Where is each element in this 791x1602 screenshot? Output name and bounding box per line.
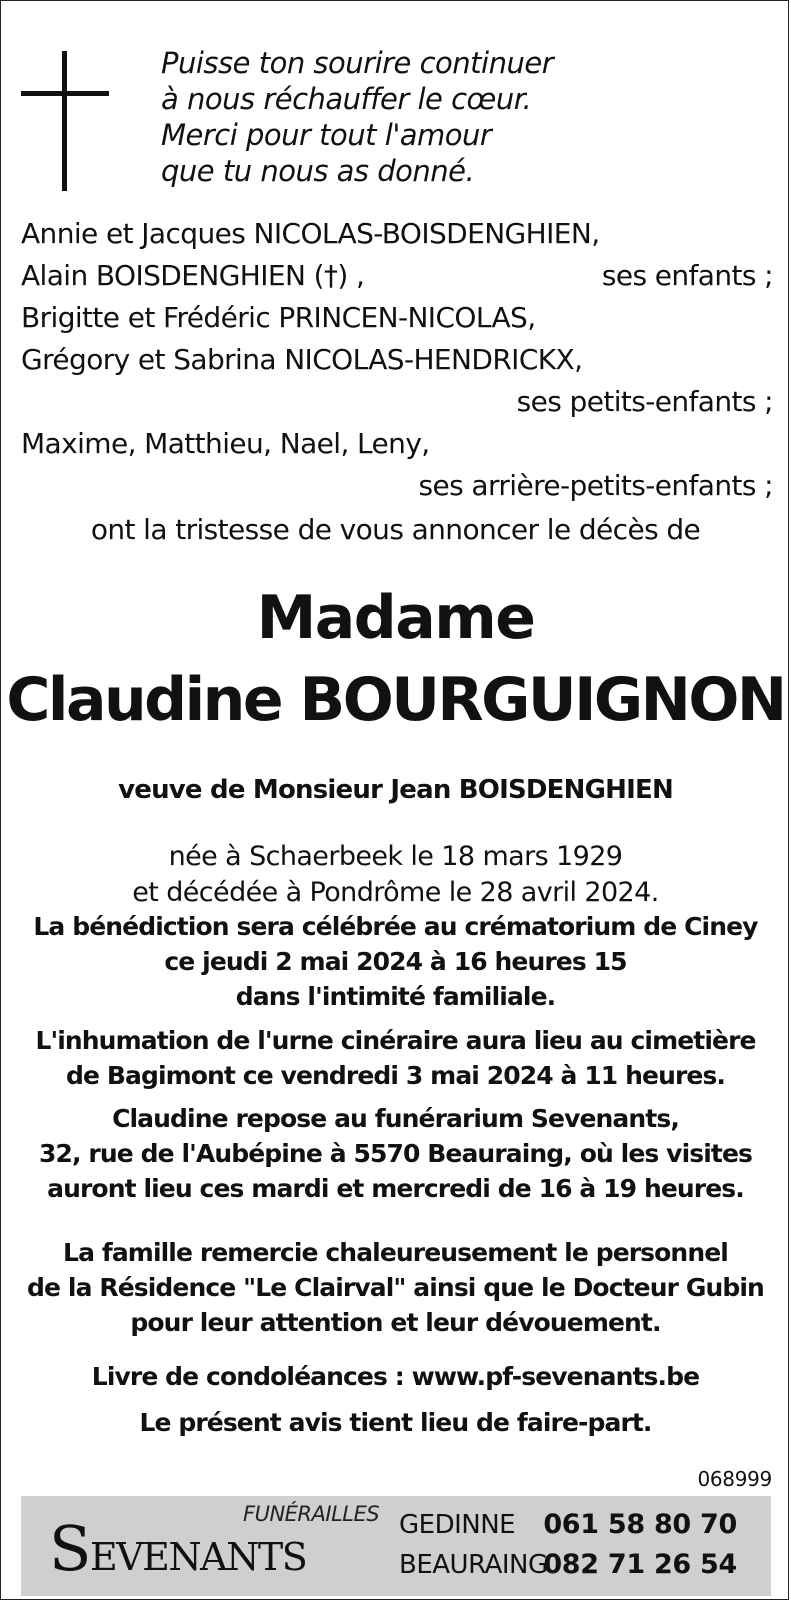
grandchildren-label: ses petits-enfants ; (516, 385, 773, 418)
family-line: Annie et Jacques NICOLAS-BOISDENGHIEN, (21, 217, 600, 250)
family-list (21, 213, 773, 507)
family-line (21, 381, 773, 423)
paragraph-line: Claudine repose au funérarium Sevenants, (112, 1104, 679, 1133)
verse-line: que tu nous as donné. (161, 154, 475, 188)
family-line: Maxime, Matthieu, Nael, Leny, (21, 427, 430, 460)
memorial-verse (161, 45, 761, 189)
condolences-line: Livre de condoléances : www.pf-sevenants.be (91, 1362, 700, 1391)
family-line (21, 255, 773, 297)
brand-logo (49, 1512, 307, 1585)
children-label: ses enfants ; (601, 259, 773, 292)
birth-death-dates (1, 839, 790, 911)
paragraph-line: La famille remercie chaleureusement le personnel (63, 1238, 728, 1267)
ceremony-paragraph (1, 909, 790, 1014)
office-phone: 082 71 26 54 (543, 1549, 737, 1580)
family-line (21, 465, 773, 507)
notice-line: Le présent avis tient lieu de faire-part. (139, 1408, 652, 1437)
brand-tagline: FUNÉRAILLES (243, 1502, 380, 1526)
family-line: Grégory et Sabrina NICOLAS-HENDRICKX, (21, 343, 583, 376)
funeral-home-banner (21, 1496, 771, 1596)
verse-line: à nous réchauffer le cœur. (161, 82, 532, 116)
paragraph-line: de la Résidence "Le Clairval" ainsi que le Docteur Gubin (27, 1273, 764, 1302)
office-phone: 061 58 80 70 (543, 1509, 737, 1540)
visits-paragraph (1, 1101, 790, 1206)
announcement: ont la tristesse de vous annoncer le décès de (90, 513, 701, 546)
paragraph-line: L'inhumation de l'urne cinéraire aura lieu au cimetière (35, 1026, 756, 1055)
deceased-name: Claudine BOURGUIGNON (6, 665, 785, 735)
office-city: BEAURAING (399, 1550, 548, 1580)
paragraph-line: La bénédiction sera célébrée au crématorium de Ciney (33, 912, 758, 941)
birth-line: née à Schaerbeek le 18 mars 1929 (168, 841, 623, 872)
deceased-title: Madame (256, 583, 535, 653)
death-line: et décédée à Pondrôme le 28 avril 2024. (132, 877, 659, 908)
paragraph-line: ce jeudi 2 mai 2024 à 16 heures 15 (164, 947, 627, 976)
brand-name: EVENANTS (89, 1535, 307, 1579)
greatgrandchildren-label: ses arrière-petits-enfants ; (418, 469, 773, 502)
widow-of: veuve de Monsieur Jean BOISDENGHIEN (118, 775, 673, 805)
paragraph-line: pour leur attention et leur dévouement. (130, 1308, 661, 1337)
burial-paragraph (1, 1023, 790, 1093)
paragraph-line: de Bagimont ce vendredi 3 mai 2024 à 11 heures. (65, 1061, 726, 1090)
office-city: GEDINNE (399, 1510, 516, 1540)
verse-line: Puisse ton sourire continuer (161, 46, 554, 80)
family-member: Alain BOISDENGHIEN (†) , (21, 259, 365, 292)
verse-line: Merci pour tout l'amour (161, 118, 492, 152)
reference-number: 068999 (697, 1467, 772, 1491)
paragraph-line: 32, rue de l'Aubépine à 5570 Beauraing, où les visites (39, 1139, 752, 1168)
paragraph-line: dans l'intimité familiale. (235, 982, 556, 1011)
paragraph-line: auront lieu ces mardi et mercredi de 16 à 19 heures. (47, 1174, 744, 1203)
thanks-paragraph (1, 1235, 790, 1340)
brand-initial: S (49, 1512, 90, 1585)
family-line: Brigitte et Frédéric PRINCEN-NICOLAS, (21, 301, 536, 334)
